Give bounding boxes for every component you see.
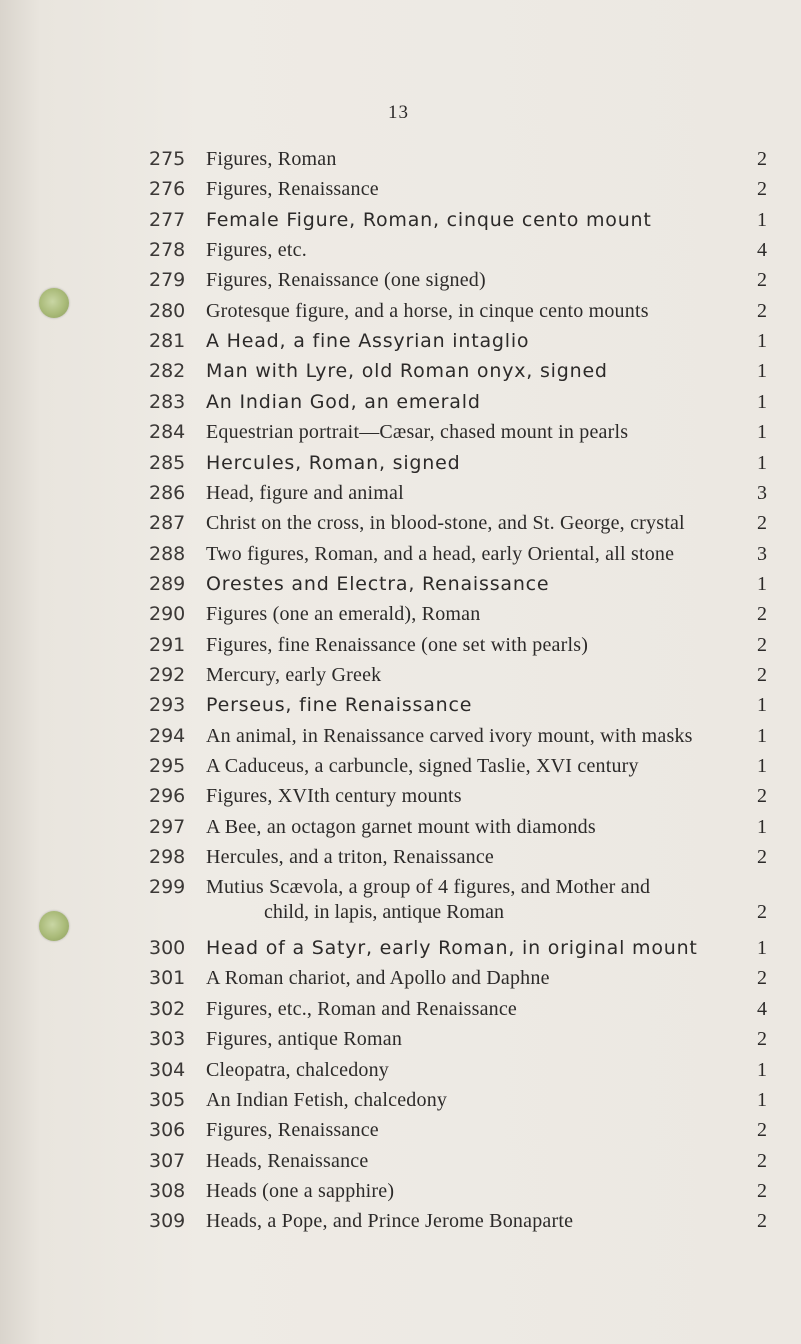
lot-quantity: 1 bbox=[757, 1058, 767, 1081]
lot-description: Mutius Scævola, a group of 4 figures, and Mother and bbox=[206, 876, 651, 899]
lot-quantity: 1 bbox=[757, 208, 767, 231]
lot-quantity: 2 bbox=[757, 178, 767, 201]
lot-entry bbox=[0, 390, 801, 420]
lot-description: A Bee, an octagon garnet mount with diamonds bbox=[206, 815, 596, 838]
lot-entry bbox=[0, 784, 801, 814]
lot-description: Heads (one a sapphire) bbox=[206, 1179, 395, 1202]
lot-quantity: 1 bbox=[757, 694, 767, 717]
lot-quantity: 2 bbox=[757, 967, 767, 990]
lot-number: 297 bbox=[149, 815, 186, 838]
lot-entry bbox=[0, 572, 801, 602]
lot-description: Christ on the cross, in blood-stone, and St. George, crystal bbox=[206, 512, 685, 535]
lot-description: Head of a Satyr, early Roman, in original mount bbox=[206, 937, 698, 960]
lot-number: 287 bbox=[149, 512, 186, 535]
lot-quantity: 2 bbox=[757, 633, 767, 656]
lot-entry bbox=[0, 845, 801, 875]
lot-description: Figures, etc. bbox=[206, 239, 307, 262]
lot-entry bbox=[0, 875, 801, 924]
lot-entry bbox=[0, 1088, 801, 1118]
lot-entry bbox=[0, 815, 801, 845]
lot-quantity: 4 bbox=[757, 997, 767, 1020]
lot-number: 306 bbox=[149, 1119, 186, 1142]
lot-quantity: 3 bbox=[757, 542, 767, 565]
lot-number: 299 bbox=[149, 876, 186, 899]
lot-entry bbox=[0, 451, 801, 481]
lot-description: Mercury, early Greek bbox=[206, 663, 382, 686]
lot-description: An animal, in Renaissance carved ivory mount, with masks bbox=[206, 724, 693, 747]
lot-description: Two figures, Roman, and a head, early Oriental, all stone bbox=[206, 542, 675, 565]
lot-description: Perseus, fine Renaissance bbox=[206, 694, 473, 717]
lot-number: 281 bbox=[149, 330, 186, 353]
lot-description: Cleopatra, chalcedony bbox=[206, 1058, 390, 1081]
lot-number: 309 bbox=[149, 1210, 186, 1233]
lot-number: 305 bbox=[149, 1088, 186, 1111]
lot-quantity: 2 bbox=[757, 1028, 767, 1051]
lot-entry bbox=[0, 481, 801, 511]
lot-number: 296 bbox=[149, 785, 186, 808]
lot-description: Figures, fine Renaissance (one set with pearls) bbox=[206, 633, 589, 656]
lot-quantity: 2 bbox=[757, 299, 767, 322]
lot-quantity: 3 bbox=[757, 481, 767, 504]
lot-number: 278 bbox=[149, 239, 186, 262]
lot-description: Female Figure, Roman, cinque cento mount bbox=[206, 208, 652, 231]
lot-number: 276 bbox=[149, 178, 186, 201]
lot-quantity: 1 bbox=[757, 421, 767, 444]
lot-number: 275 bbox=[149, 148, 186, 170]
lot-entry bbox=[0, 754, 801, 784]
lot-quantity: 2 bbox=[757, 269, 767, 292]
lot-entry bbox=[0, 268, 801, 298]
lot-entry bbox=[0, 663, 801, 693]
lot-quantity: 2 bbox=[757, 663, 767, 686]
lot-entry bbox=[0, 359, 801, 389]
lot-entry bbox=[0, 1209, 801, 1239]
lot-quantity: 2 bbox=[757, 785, 767, 808]
lot-entry bbox=[0, 329, 801, 359]
lot-quantity: 1 bbox=[757, 937, 767, 960]
lot-entry bbox=[0, 693, 801, 723]
lot-description: An Indian Fetish, chalcedony bbox=[206, 1088, 448, 1111]
lot-number: 286 bbox=[149, 481, 186, 504]
lot-quantity: 1 bbox=[757, 360, 767, 383]
lot-entry bbox=[0, 420, 801, 450]
lot-number: 285 bbox=[149, 451, 186, 474]
lot-number: 283 bbox=[149, 390, 186, 413]
lot-entry bbox=[0, 1058, 801, 1088]
lot-description: An Indian God, an emerald bbox=[206, 390, 481, 413]
lot-description: Grotesque figure, and a horse, in cinque cento mounts bbox=[206, 299, 649, 322]
lot-description: A Head, a fine Assyrian intaglio bbox=[206, 330, 530, 353]
lot-description: Heads, Renaissance bbox=[206, 1149, 369, 1172]
lot-quantity: 1 bbox=[757, 755, 767, 777]
lot-description: Figures, etc., Roman and Renaissance bbox=[206, 997, 518, 1020]
lot-entry bbox=[0, 147, 801, 177]
lot-entry bbox=[0, 1118, 801, 1148]
lot-quantity: 2 bbox=[757, 512, 767, 535]
lot-quantity: 2 bbox=[757, 846, 767, 869]
lot-quantity: 2 bbox=[757, 1179, 767, 1202]
lot-number: 284 bbox=[149, 421, 186, 444]
lot-entry bbox=[0, 511, 801, 541]
lot-description: Figures, Roman bbox=[206, 148, 337, 170]
lot-description: Man with Lyre, old Roman onyx, signed bbox=[206, 360, 608, 383]
lot-quantity: 1 bbox=[757, 724, 767, 747]
lot-number: 291 bbox=[149, 633, 186, 656]
lot-entry bbox=[0, 1179, 801, 1209]
lot-entry bbox=[0, 542, 801, 572]
lot-description: Head, figure and animal bbox=[206, 481, 404, 504]
lot-description: Figures, antique Roman bbox=[206, 1028, 403, 1051]
lot-entry bbox=[0, 633, 801, 663]
lot-quantity: 1 bbox=[757, 330, 767, 353]
lot-description: Figures, XVIth century mounts bbox=[206, 785, 462, 808]
lot-quantity: 1 bbox=[757, 1088, 767, 1111]
lot-quantity: 2 bbox=[757, 148, 767, 170]
lot-quantity: 2 bbox=[757, 1210, 767, 1233]
lot-number: 308 bbox=[149, 1179, 186, 1202]
lot-description: Figures, Renaissance (one signed) bbox=[206, 269, 486, 292]
lot-number: 298 bbox=[149, 846, 186, 869]
lot-description: Hercules, and a triton, Renaissance bbox=[206, 846, 495, 869]
lot-entry bbox=[0, 299, 801, 329]
lot-description: Figures (one an emerald), Roman bbox=[206, 603, 481, 626]
lot-entry bbox=[0, 936, 801, 966]
lot-number: 288 bbox=[149, 542, 186, 565]
lot-quantity: 1 bbox=[757, 451, 767, 474]
lot-number: 304 bbox=[149, 1058, 186, 1081]
lot-description: Equestrian portrait—Cæsar, chased mount in pearls bbox=[206, 421, 629, 444]
lot-number: 300 bbox=[149, 937, 186, 960]
lot-number: 301 bbox=[149, 967, 186, 990]
lot-quantity: 2 bbox=[757, 1119, 767, 1142]
page-number: 13 bbox=[388, 102, 409, 123]
lot-description: Hercules, Roman, signed bbox=[206, 451, 461, 474]
lot-number: 289 bbox=[149, 572, 186, 595]
lot-number: 294 bbox=[149, 724, 186, 747]
lot-number: 302 bbox=[149, 997, 186, 1020]
lot-quantity: 1 bbox=[757, 390, 767, 413]
lot-entry bbox=[0, 208, 801, 238]
lot-entry bbox=[0, 238, 801, 268]
lot-description: Orestes and Electra, Renaissance bbox=[206, 572, 550, 595]
lot-quantity: 2 bbox=[757, 901, 767, 924]
lot-entry bbox=[0, 724, 801, 754]
lot-description-continuation: child, in lapis, antique Roman bbox=[264, 901, 504, 924]
lot-entry bbox=[0, 1027, 801, 1057]
lot-number: 295 bbox=[149, 755, 186, 777]
lot-entry bbox=[0, 1149, 801, 1179]
lot-quantity: 4 bbox=[757, 239, 767, 262]
lot-description: A Roman chariot, and Apollo and Daphne bbox=[206, 967, 550, 990]
lot-entry bbox=[0, 997, 801, 1027]
lot-number: 293 bbox=[149, 694, 186, 717]
lot-entry bbox=[0, 966, 801, 996]
lot-description: Heads, a Pope, and Prince Jerome Bonaparte bbox=[206, 1210, 574, 1233]
lot-number: 277 bbox=[149, 208, 186, 231]
lot-quantity: 1 bbox=[757, 572, 767, 595]
lot-entry bbox=[0, 177, 801, 207]
lot-number: 307 bbox=[149, 1149, 186, 1172]
lot-description: A Caduceus, a carbuncle, signed Taslie, XVI century bbox=[206, 755, 639, 777]
lot-quantity: 2 bbox=[757, 1149, 767, 1172]
lot-number: 279 bbox=[149, 269, 186, 292]
lot-number: 290 bbox=[149, 603, 186, 626]
lot-number: 282 bbox=[149, 360, 186, 383]
lot-entry bbox=[0, 602, 801, 632]
lot-quantity: 1 bbox=[757, 815, 767, 838]
lot-description: Figures, Renaissance bbox=[206, 1119, 379, 1142]
lot-quantity: 2 bbox=[757, 603, 767, 626]
lot-number: 280 bbox=[149, 299, 186, 322]
lot-number: 303 bbox=[149, 1028, 186, 1051]
lot-number: 292 bbox=[149, 663, 186, 686]
lot-description: Figures, Renaissance bbox=[206, 178, 379, 201]
